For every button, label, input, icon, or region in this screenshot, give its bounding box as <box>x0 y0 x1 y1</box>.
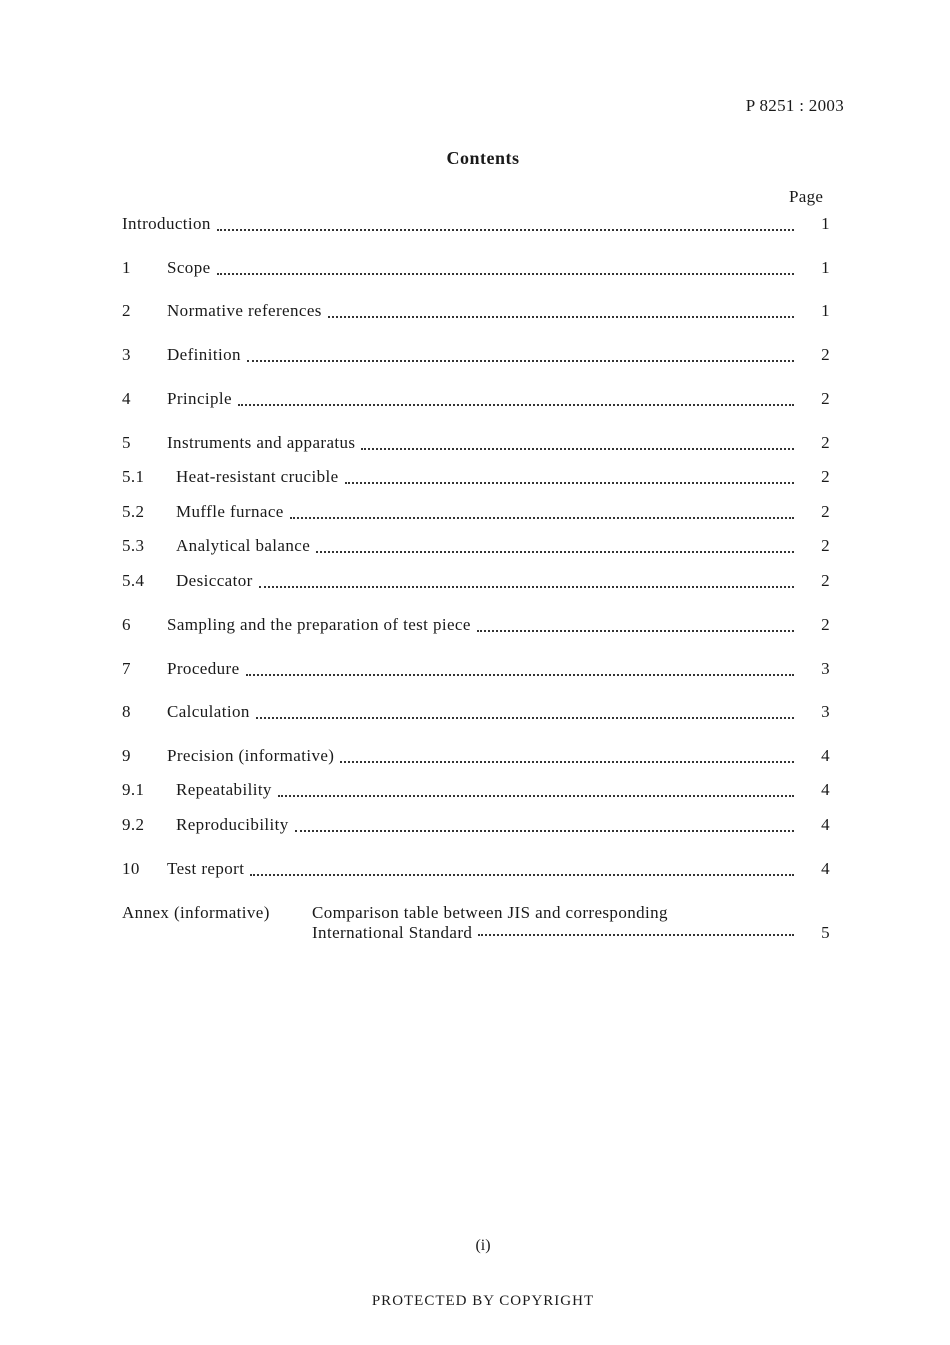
toc-entry-5-2[interactable] <box>122 502 830 526</box>
annex-prefix: Annex (informative) <box>122 903 270 922</box>
toc-entry-9-2[interactable] <box>122 815 830 839</box>
page-title: Contents <box>446 148 520 168</box>
dot-leader <box>361 447 794 450</box>
dot-leader <box>217 228 794 231</box>
toc-page: 1 <box>821 214 830 233</box>
toc-number: 9 <box>122 746 131 765</box>
toc-label: Analytical balance <box>176 536 311 555</box>
toc-page: 2 <box>821 502 830 521</box>
toc-page: 4 <box>821 746 830 765</box>
toc-page: 2 <box>821 571 830 590</box>
toc-entry-5[interactable] <box>122 433 830 457</box>
toc-page: 5 <box>821 923 830 942</box>
toc-number: 9.1 <box>122 780 145 799</box>
toc-label: Scope <box>167 258 211 277</box>
toc-entry-1[interactable] <box>122 258 830 282</box>
dot-leader <box>290 516 794 519</box>
toc-page: 1 <box>821 258 830 277</box>
toc-number: 4 <box>122 389 131 408</box>
toc-label: Calculation <box>167 702 250 721</box>
toc-label: Normative references <box>167 301 322 320</box>
dot-leader <box>340 760 794 763</box>
toc-entry-9-1[interactable] <box>122 780 830 804</box>
toc-number: 8 <box>122 702 131 721</box>
dot-leader <box>250 873 794 876</box>
toc-page: 1 <box>821 301 830 320</box>
toc-label: Definition <box>167 345 241 364</box>
toc-label: Reproducibility <box>176 815 289 834</box>
dot-leader <box>247 359 794 362</box>
dot-leader <box>238 403 794 406</box>
toc-label: Muffle furnace <box>176 502 284 521</box>
toc-label: Principle <box>167 389 232 408</box>
toc-number: 2 <box>122 301 131 320</box>
toc-entry-9[interactable] <box>122 746 830 770</box>
toc-page: 2 <box>821 433 830 452</box>
toc-entry-2[interactable] <box>122 301 830 325</box>
toc-number: 5.3 <box>122 536 145 555</box>
dot-leader <box>477 629 794 632</box>
toc-number: 9.2 <box>122 815 145 834</box>
footer-page-number: (i) <box>475 1237 491 1254</box>
toc-label: Procedure <box>167 659 240 678</box>
toc-page: 2 <box>821 389 830 408</box>
toc-label: Repeatability <box>176 780 272 799</box>
toc-label: Sampling and the preparation of test piece <box>167 615 471 634</box>
dot-leader <box>478 933 794 936</box>
toc-entry-3[interactable] <box>122 345 830 369</box>
toc-number: 6 <box>122 615 131 634</box>
dot-leader <box>278 794 794 797</box>
toc-label: Instruments and apparatus <box>167 433 356 452</box>
footer-copyright: PROTECTED BY COPYRIGHT <box>371 1293 595 1309</box>
annex-title-line1: Comparison table between JIS and corresponding <box>312 903 668 922</box>
toc-page: 2 <box>821 536 830 555</box>
annex-title-line2-row <box>312 923 830 943</box>
toc-label: Precision (informative) <box>167 746 335 765</box>
toc-entry-7[interactable] <box>122 659 830 683</box>
toc-page: 2 <box>821 467 830 486</box>
toc-entry-8[interactable] <box>122 702 830 726</box>
toc-page: 2 <box>821 615 830 634</box>
toc-page: 3 <box>821 659 830 678</box>
page-column-label: Page <box>789 187 824 206</box>
toc-entry-introduction[interactable] <box>122 214 830 238</box>
dot-leader <box>246 673 794 676</box>
toc-label: Test report <box>167 859 245 878</box>
toc-entry-6[interactable] <box>122 615 830 639</box>
toc-number: 7 <box>122 659 131 678</box>
toc-page: 2 <box>821 345 830 364</box>
toc-label: Introduction <box>122 214 211 233</box>
toc-number: 5 <box>122 433 131 452</box>
toc-number: 5.4 <box>122 571 145 590</box>
toc-number: 5.1 <box>122 467 145 486</box>
dot-leader <box>345 481 794 484</box>
toc-page: 4 <box>821 780 830 799</box>
toc-entry-4[interactable] <box>122 389 830 413</box>
dot-leader <box>316 550 794 553</box>
toc-number: 3 <box>122 345 131 364</box>
toc-entry-10[interactable] <box>122 859 830 883</box>
toc-number: 5.2 <box>122 502 145 521</box>
toc-number: 10 <box>122 859 140 878</box>
dot-leader <box>328 315 794 318</box>
annex-title-line2: International Standard <box>312 923 473 942</box>
dot-leader <box>259 585 794 588</box>
toc-page: 3 <box>821 702 830 721</box>
toc-label: Desiccator <box>176 571 253 590</box>
dot-leader <box>295 829 794 832</box>
toc-entry-5-1[interactable] <box>122 467 830 491</box>
toc-entry-5-4[interactable] <box>122 571 830 595</box>
dot-leader <box>217 272 794 275</box>
toc-label: Heat-resistant crucible <box>176 467 339 486</box>
document-id: P 8251 : 2003 <box>745 96 844 115</box>
toc-page: 4 <box>821 859 830 878</box>
toc-number: 1 <box>122 258 131 277</box>
toc-entry-5-3[interactable] <box>122 536 830 560</box>
dot-leader <box>256 716 794 719</box>
toc-page: 4 <box>821 815 830 834</box>
